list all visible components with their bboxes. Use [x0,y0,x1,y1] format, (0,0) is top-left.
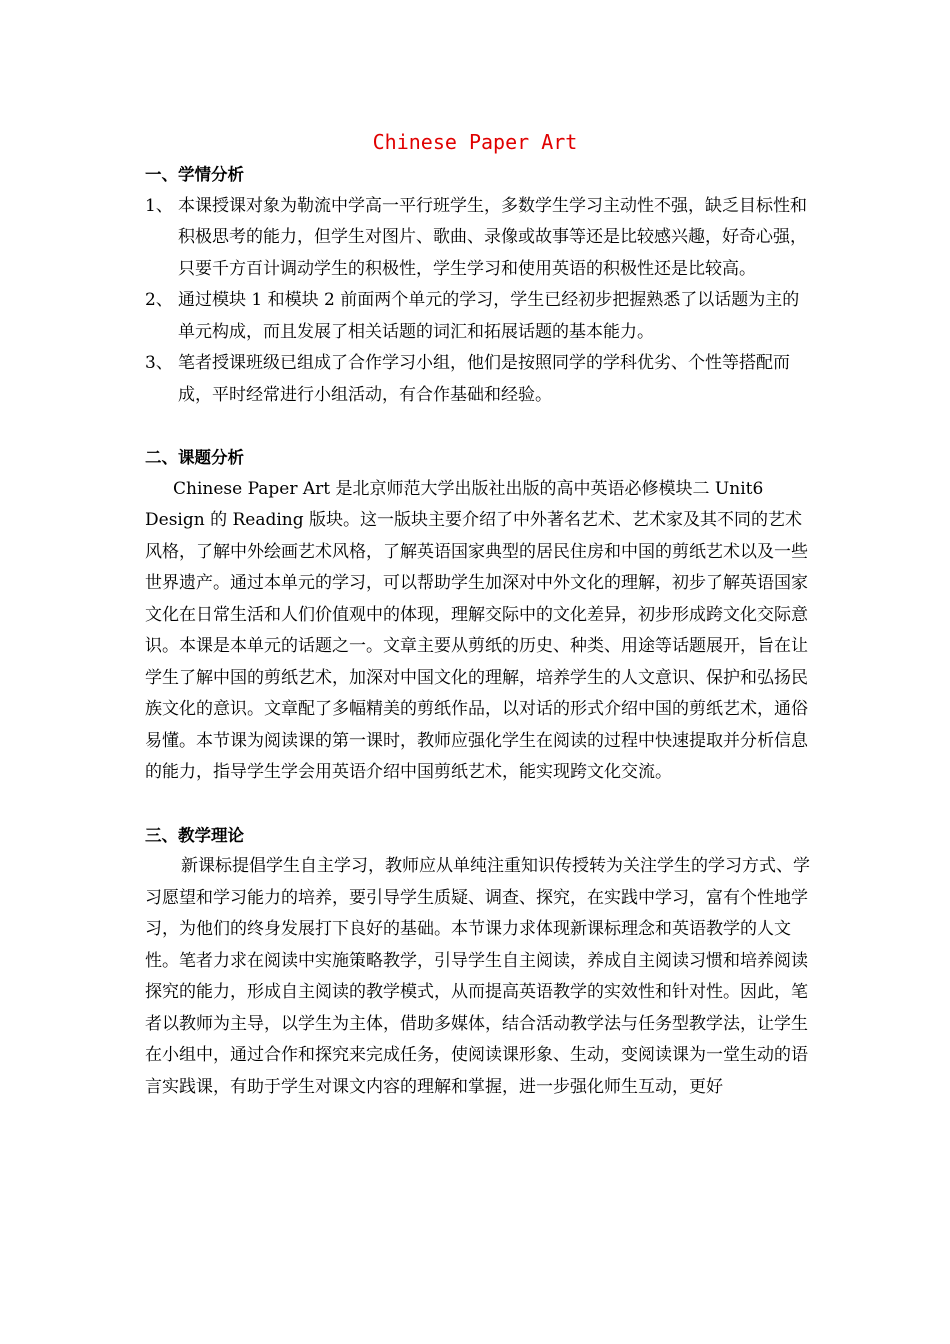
list-item-text: 本课授课对象为勒流中学高一平行班学生，多数学生学习主动性不强，缺乏目标性和积极思考的能力，但学生对图片、歌曲、录像或故事等还是比较感兴趣，好奇心强，只要千方百计调动学生的积极性，学生学习和使用英语的积极性还是比较高。 [178,195,807,279]
section3-paragraph: 新课标提倡学生自主学习，教师应从单纯注重知识传授转为关注学生的学习方式、学习愿望和学习能力的培养，要引导学生质疑、调查、探究，在实践中学习，富有个性地学习，为他们的终身发展打下良好的基础。本节课力求体现新课标理念和英语教学的人文性。笔者力求在阅读中实施策略教学，引导学生自主阅读，养成自主阅读习惯和培养阅读探究的能力，形成自主阅读的教学模式，从而提高英语教学的实效性和针对性。因此，笔者以教师为主导，以学生为主体，借助多媒体，结合活动教学法与任务型教学法，让学生在小组中，通过合作和探究来完成任务，使阅读课形象、生动，变阅读课为一堂生动的语言实践课，有助于学生对课文内容的理解和掌握，进一步强化师生互动，更好 [145,856,810,1097]
list-item-number: 2、 [145,290,173,310]
list-item-text: 笔者授课班级已组成了合作学习小组，他们是按照同学的学科优劣、个性等搭配而成，平时经常进行小组活动，有合作基础和经验。 [178,353,790,405]
list-item [145,285,815,348]
document-title: Chinese Paper Art [372,130,578,154]
list-item-number: 1、 [145,195,173,216]
section-spacer [145,789,815,820]
section-spacer [145,411,815,442]
section2-heading: 二、课题分析 [145,448,244,467]
list-item [145,348,815,411]
document-body [145,159,815,1103]
section2-paragraph: Chinese Paper Art 是北京师范大学出版社出版的高中英语必修模块二 Unit6 Design 的 Reading 版块。这一版块主要介绍了中外著名艺术、艺术家及其不同的艺术风格，了解中外绘画艺术风格，了解英语国家典型的居民住房和中国的剪纸艺术以及一些世界遗产。通过本单元的学习，可以帮助学生加深对中外文化的理解，初步了解英语国家文化在日常生活和人们价值观中的体现，理解交际中的文化差异，初步形成跨文化交际意识。本课是本单元的话题之一。文章主要从剪纸的历史、种类、用途等话题展开，旨在让学生了解中国的剪纸艺术，加深对中国文化的理解，培养学生的人文意识、保护和弘扬民族文化的意识。文章配了多幅精美的剪纸作品，以对话的形式介绍中国的剪纸艺术，通俗易懂。本节课为阅读课的第一课时，教师应强化学生在阅读的过程中快速提取并分析信息的能力，指导学生学会用英语介绍中国剪纸艺术，能实现跨文化交流。 [145,478,808,782]
section1-heading: 一、学情分析 [145,165,244,184]
list-item-number: 3、 [145,353,173,373]
list-item [145,191,815,286]
list-item-text: 通过模块 1 和模块 2 前面两个单元的学习，学生已经初步把握熟悉了以话题为主的单元构成，而且发展了相关话题的词汇和拓展话题的基本能力。 [178,290,800,342]
section3-heading: 三、教学理论 [145,825,244,845]
